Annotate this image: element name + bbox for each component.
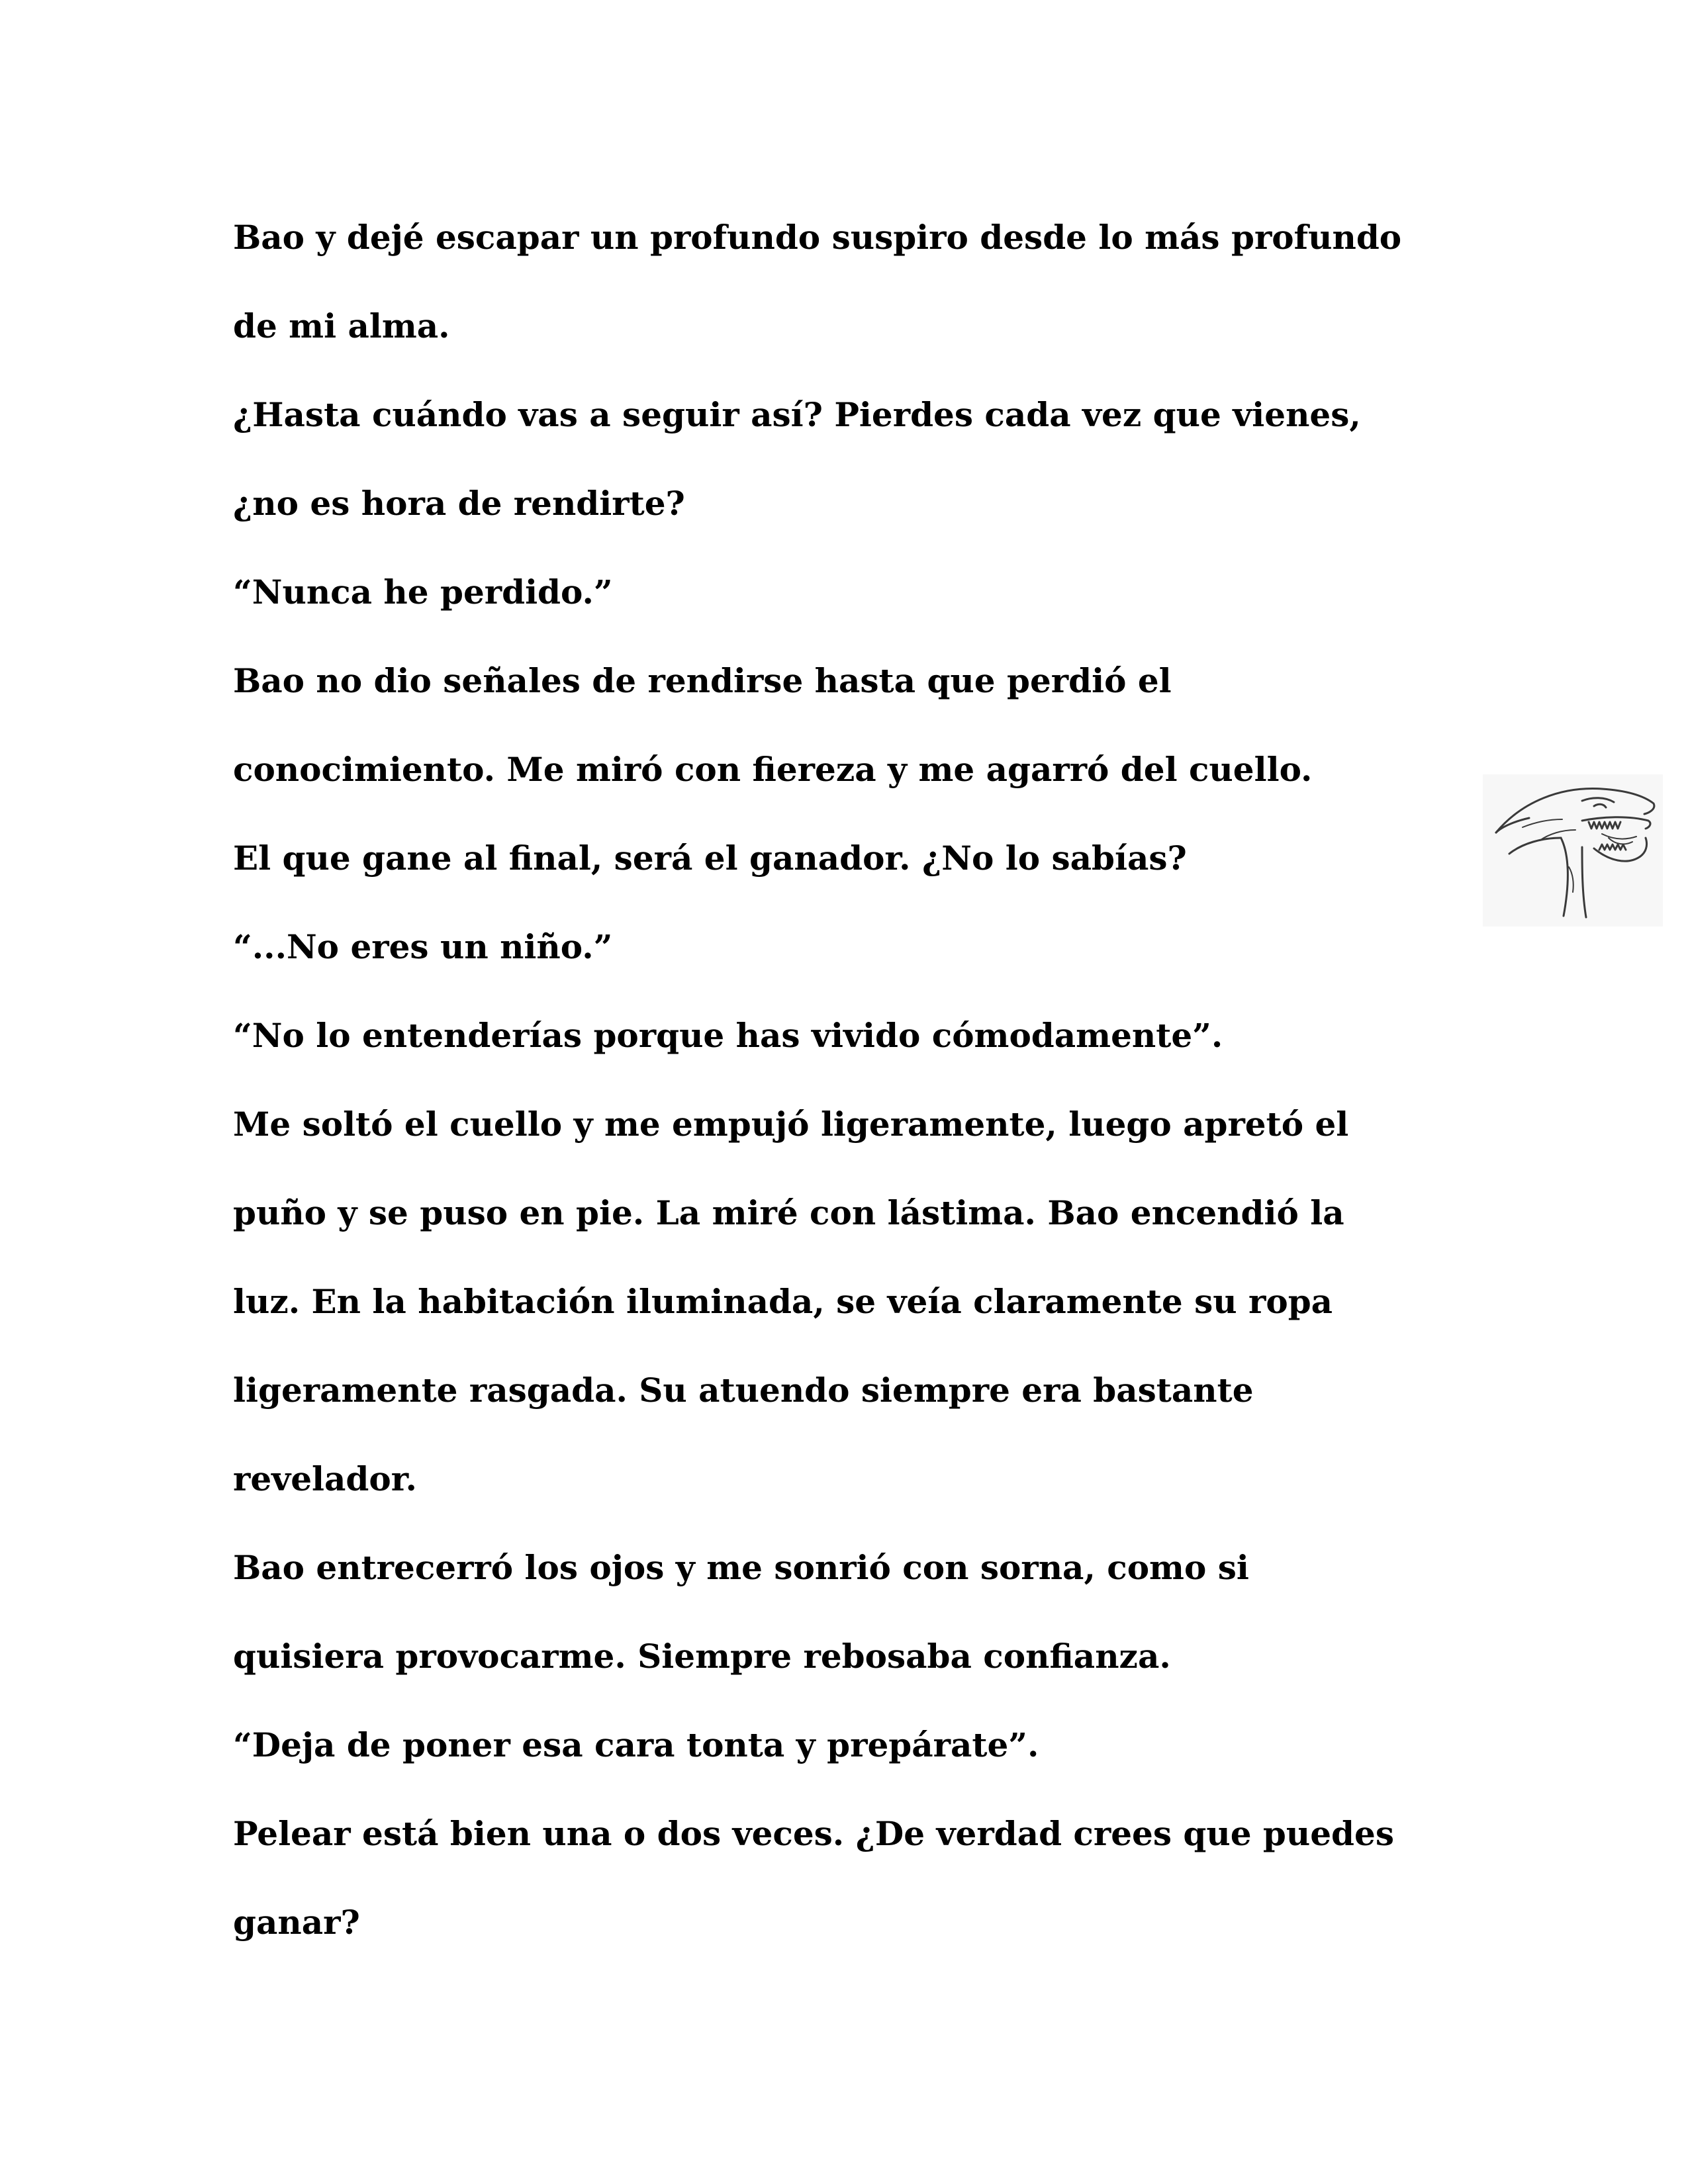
text-line: ganar? — [233, 1903, 360, 1942]
text-line: “No lo entenderías porque has vivido cómodamente”. — [233, 1016, 1223, 1055]
text-line: luz. En la habitación iluminada, se veía claramente su ropa — [233, 1282, 1333, 1321]
text-line: Bao y dejé escapar un profundo suspiro desde lo más profundo — [233, 218, 1402, 257]
body-text — [233, 193, 1491, 1967]
text-line: Bao entrecerró los ojos y me sonrió con sorna, como si — [233, 1548, 1249, 1587]
text-line: puño y se puso en pie. La miré con lástima. Bao encendió la — [233, 1193, 1344, 1232]
text-line: “Nunca he perdido.” — [233, 572, 613, 612]
text-line: ¿Hasta cuándo vas a seguir así? Pierdes cada vez que vienes, — [233, 395, 1361, 434]
text-line: “...No eres un niño.” — [233, 927, 613, 966]
text-line: Bao no dio señales de rendirse hasta que perdió el — [233, 661, 1172, 700]
text-line: conocimiento. Me miró con fiereza y me agarró del cuello. — [233, 750, 1313, 789]
text-line: ¿no es hora de rendirte? — [233, 484, 685, 523]
text-line: “Deja de poner esa cara tonta y prepárate”. — [233, 1725, 1039, 1764]
text-line: de mi alma. — [233, 306, 450, 345]
text-line: Me soltó el cuello y me empujó ligeramente, luego apretó el — [233, 1105, 1349, 1144]
text-line: ligeramente rasgada. Su atuendo siempre era bastante — [233, 1371, 1254, 1410]
text-line: Pelear está bien una o dos veces. ¿De verdad crees que puedes — [233, 1814, 1394, 1853]
text-line: El que gane al final, será el ganador. ¿No lo sabías? — [233, 839, 1187, 878]
text-line: revelador. — [233, 1459, 417, 1498]
dinosaur-head-icon — [1483, 774, 1663, 927]
text-line: quisiera provocarme. Siempre rebosaba confianza. — [233, 1637, 1171, 1676]
